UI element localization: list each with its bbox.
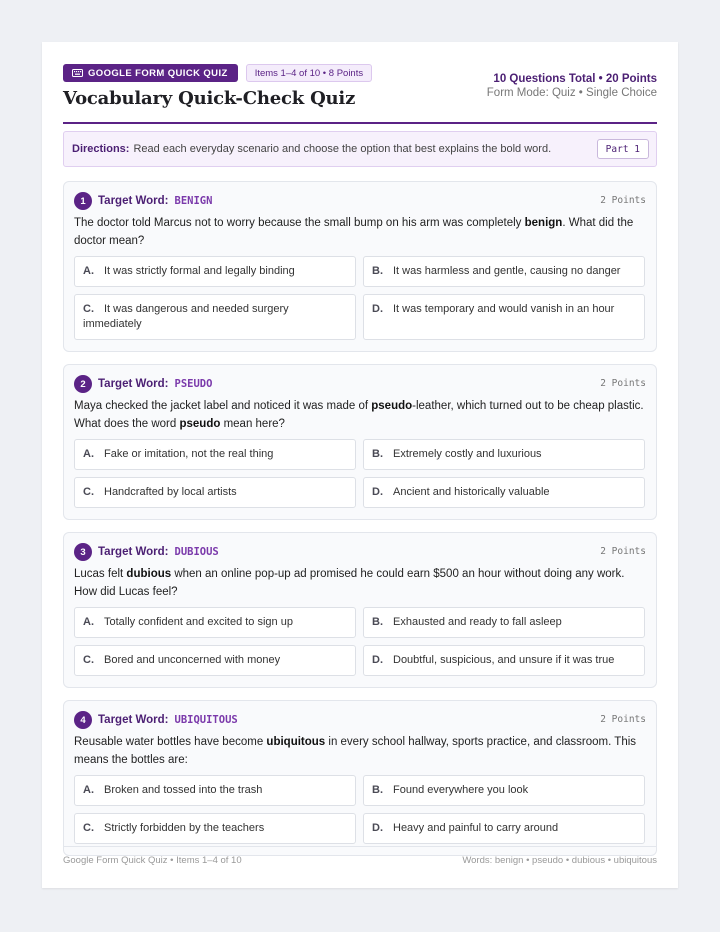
bold-word: pseudo	[371, 400, 413, 412]
target-word-label: Target Word:	[98, 195, 169, 207]
question-points: 2 Points	[600, 195, 646, 206]
form-mode-text: Form Mode: Quiz • Single Choice	[486, 87, 657, 99]
options-grid	[74, 439, 646, 508]
options-grid	[74, 256, 646, 340]
question-points: 2 Points	[600, 546, 646, 557]
directions-box	[63, 131, 657, 167]
option-b[interactable]: B. Exhausted and ready to fall asleep	[363, 607, 645, 638]
question-card-1	[63, 181, 657, 352]
question-card-3	[63, 532, 657, 688]
question-points: 2 Points	[600, 378, 646, 389]
question-text: Maya checked the jacket label and noticed it was made of pseudo-leather, which turned out to be cheap plastic. What does the word pseudo mean here?	[74, 400, 644, 430]
option-d[interactable]: D. It was temporary and would vanish in an hour	[363, 294, 645, 340]
question-header	[74, 711, 646, 729]
target-word: BENIGN	[174, 195, 213, 207]
target-word-label: Target Word:	[98, 546, 169, 558]
header-divider	[63, 122, 657, 124]
question-header	[74, 375, 646, 393]
quiz-totals	[487, 73, 657, 99]
target-word-label: Target Word:	[98, 378, 169, 390]
page-footer	[63, 846, 657, 866]
option-c[interactable]: C. It was dangerous and needed surgery immediately	[74, 294, 356, 340]
totals-text: 10 Questions Total • 20 Points	[493, 73, 657, 85]
quiz-type-label: GOOGLE FORM QUICK QUIZ	[88, 67, 228, 79]
directions-label: Directions:	[72, 143, 130, 155]
footer-left: Google Form Quick Quiz • Items 1–4 of 10	[63, 855, 242, 866]
question-number: 4	[74, 711, 92, 729]
option-c[interactable]: C. Bored and unconcerned with money	[74, 645, 356, 676]
question-number: 2	[74, 375, 92, 393]
option-a[interactable]: A. Totally confident and excited to sign up	[74, 607, 356, 638]
directions-text: Read each everyday scenario and choose the option that best explains the bold word.	[133, 143, 552, 155]
option-a[interactable]: A. Fake or imitation, not the real thing	[74, 439, 356, 470]
footer-right: Words: benign • pseudo • dubious • ubiquitous	[462, 855, 657, 866]
target-word: PSEUDO	[174, 378, 213, 390]
option-c[interactable]: C. Strictly forbidden by the teachers	[74, 813, 356, 844]
quiz-page	[42, 42, 678, 888]
keyboard-icon	[72, 69, 83, 77]
question-header	[74, 192, 646, 210]
quiz-header	[63, 64, 657, 120]
question-header	[74, 543, 646, 561]
option-c[interactable]: C. Handcrafted by local artists	[74, 477, 356, 508]
question-text: Lucas felt dubious when an online pop-up ad promised he could earn $500 an hour without doing any work. How did Lucas feel?	[74, 568, 625, 598]
question-number: 3	[74, 543, 92, 561]
bold-word: pseudo	[179, 418, 221, 430]
option-d[interactable]: D. Ancient and historically valuable	[363, 477, 645, 508]
bold-word: ubiquitous	[266, 736, 326, 748]
question-points: 2 Points	[600, 714, 646, 725]
items-badge: Items 1–4 of 10 • 8 Points	[246, 64, 372, 82]
page-title: Vocabulary Quick-Check Quiz	[63, 88, 356, 109]
part-tag: Part 1	[597, 139, 649, 159]
quiz-type-badge	[63, 64, 238, 82]
question-text: Reusable water bottles have become ubiquitous in every school hallway, sports practice, and classroom. This means the bottles are:	[74, 736, 637, 766]
target-word: UBIQUITOUS	[174, 714, 238, 726]
question-card-2	[63, 364, 657, 520]
target-word: DUBIOUS	[174, 546, 219, 558]
option-a[interactable]: A. It was strictly formal and legally binding	[74, 256, 356, 287]
options-grid	[74, 607, 646, 676]
options-grid	[74, 775, 646, 844]
option-b[interactable]: B. It was harmless and gentle, causing no danger	[363, 256, 645, 287]
target-word-label: Target Word:	[98, 714, 169, 726]
option-a[interactable]: A. Broken and tossed into the trash	[74, 775, 356, 806]
bold-word: benign	[524, 217, 563, 229]
question-card-4	[63, 700, 657, 856]
question-text: The doctor told Marcus not to worry because the small bump on his arm was completely benign. What did the doctor mean?	[74, 217, 634, 247]
option-b[interactable]: B. Extremely costly and luxurious	[363, 439, 645, 470]
bold-word: dubious	[126, 568, 172, 580]
question-number: 1	[74, 192, 92, 210]
option-d[interactable]: D. Doubtful, suspicious, and unsure if it was true	[363, 645, 645, 676]
option-b[interactable]: B. Found everywhere you look	[363, 775, 645, 806]
option-d[interactable]: D. Heavy and painful to carry around	[363, 813, 645, 844]
